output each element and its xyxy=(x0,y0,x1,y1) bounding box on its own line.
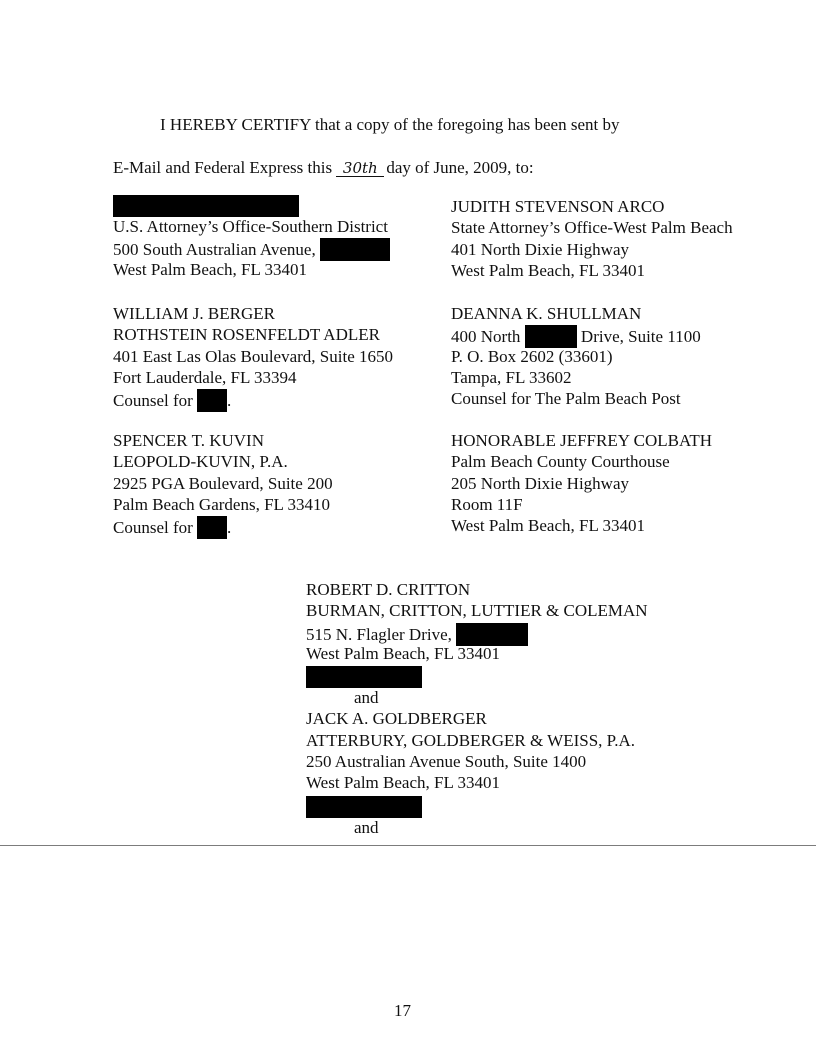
address-line: 400 North Drive, Suite 1100 xyxy=(451,327,701,347)
address-line: West Palm Beach, FL 33401 xyxy=(306,643,500,663)
address-line: Counsel for . xyxy=(113,391,232,411)
redaction-bar xyxy=(197,516,227,539)
recipient-shullman xyxy=(451,304,701,410)
address-line: LEOPOLD-KUVIN, P.A. xyxy=(113,452,288,472)
address-line: JUDITH STEVENSON ARCO xyxy=(451,197,665,216)
address-line: 401 East Las Olas Boulevard, Suite 1650 xyxy=(113,346,393,366)
recipient-critton xyxy=(306,580,648,839)
address-line: SPENCER T. KUVIN xyxy=(113,431,264,450)
certify-line-2-end: day of June, 2009, to: xyxy=(386,158,534,177)
address-line: West Palm Beach, FL 33401 xyxy=(306,773,500,793)
address-line: Palm Beach Gardens, FL 33410 xyxy=(113,494,331,514)
address-line: Counsel for The Palm Beach Post xyxy=(451,389,681,409)
address-line: ATTERBURY, GOLDBERGER & WEISS, P.A. xyxy=(306,730,636,750)
redaction-bar xyxy=(525,325,577,348)
page-divider xyxy=(0,845,816,846)
address-line: 515 N. Flagler Drive, xyxy=(306,623,648,644)
recipient-us-attorney xyxy=(113,195,390,281)
address-line: Room 11F xyxy=(451,494,523,514)
certify-line-2-start: E-Mail and Federal Express this xyxy=(113,158,333,177)
address-line: ROTHSTEIN ROSENFELDT ADLER xyxy=(113,325,380,345)
address-line: 2925 PGA Boulevard, Suite 200 xyxy=(113,473,333,493)
and-separator: and xyxy=(354,817,379,837)
address-line: Palm Beach County Courthouse xyxy=(451,452,670,472)
address-line: DEANNA K. SHULLMAN xyxy=(451,304,642,323)
redaction-bar xyxy=(306,666,422,688)
redaction-bar xyxy=(456,623,528,646)
address-line: West Palm Beach, FL 33401 xyxy=(113,259,307,279)
address-line: 500 South Australian Avenue, xyxy=(113,238,390,259)
address-line: U.S. Attorney’s Office-Southern District xyxy=(113,217,388,236)
address-line: HONORABLE JEFFREY COLBATH xyxy=(451,431,713,450)
recipient-colbath xyxy=(451,431,712,537)
address-line: P. O. Box 2602 (33601) xyxy=(451,346,613,366)
page-number: 17 xyxy=(394,1001,411,1020)
address-line: Counsel for . xyxy=(113,518,232,538)
certify-line-1: I HEREBY CERTIFY that a copy of the foregoing has been sent by xyxy=(160,115,620,134)
recipient-berger xyxy=(113,304,393,410)
redaction-bar xyxy=(197,389,227,412)
address-line: WILLIAM J. BERGER xyxy=(113,304,275,323)
address-line: West Palm Beach, FL 33401 xyxy=(451,260,645,280)
redaction-bar xyxy=(113,195,299,217)
address-line: State Attorney’s Office-West Palm Beach xyxy=(451,218,733,238)
recipient-arco xyxy=(451,197,733,282)
redaction-bar xyxy=(306,796,422,818)
address-line: 401 North Dixie Highway xyxy=(451,239,630,259)
address-line: 250 Australian Avenue South, Suite 1400 xyxy=(306,752,587,772)
recipient-kuvin xyxy=(113,431,333,537)
redaction-bar xyxy=(320,238,390,261)
address-line: JACK A. GOLDBERGER xyxy=(306,709,487,729)
address-line: BURMAN, CRITTON, LUTTIER & COLEMAN xyxy=(306,601,648,621)
address-line: Tampa, FL 33602 xyxy=(451,367,572,387)
address-line: Fort Lauderdale, FL 33394 xyxy=(113,367,297,387)
address-line: 205 North Dixie Highway xyxy=(451,473,630,493)
certify-line-2 xyxy=(113,157,534,178)
and-separator: and xyxy=(354,688,379,708)
address-line: West Palm Beach, FL 33401 xyxy=(451,516,645,536)
address-line: ROBERT D. CRITTON xyxy=(306,580,471,599)
handwritten-day: 30th xyxy=(336,160,384,177)
